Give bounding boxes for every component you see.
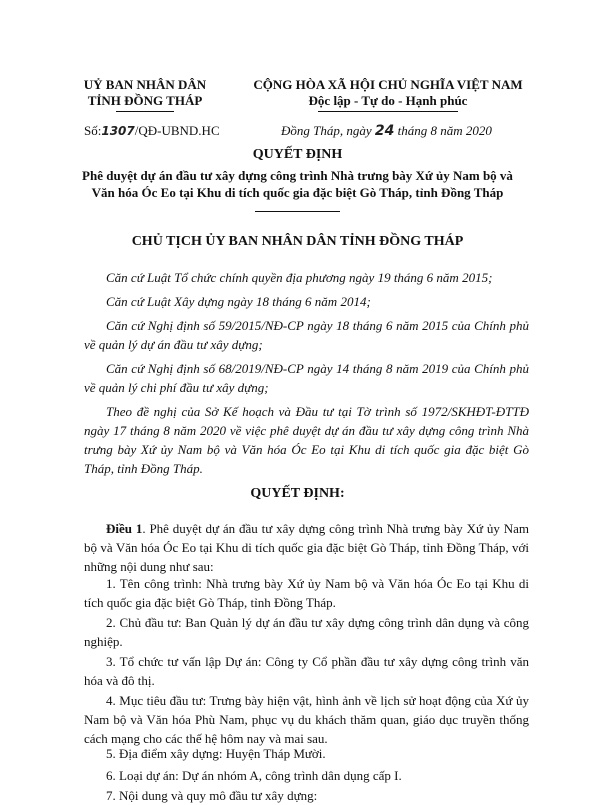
item-3: 3. Tổ chức tư vấn lập Dự án: Công ty Cổ phần đầu tư xây dựng công trình văn hóa và đô thị. (84, 654, 529, 688)
issue-date (281, 123, 492, 139)
item-7: 7. Nội dung và quy mô đầu tư xây dựng: (106, 788, 318, 803)
item-4: 4. Mục tiêu đầu tư: Trưng bày hiện vật, hình ảnh về lịch sử hoạt động của Xứ ủy Nam bộ và Văn hóa Phù Nam, phục vụ du khách thăm quan, giáo dục truyền thống cách mạng cho các thế hệ hôm nay và mai sau. (84, 693, 529, 746)
document-title: QUYẾT ĐỊNH (252, 147, 343, 162)
motto-underline (318, 111, 458, 112)
country-name: CỘNG HÒA XÃ HỘI CHỦ NGHĨA VIỆT NAM (253, 77, 523, 92)
agency-line2: TỈNH ĐỒNG THÁP (87, 93, 203, 108)
article-1-text: . Phê duyệt dự án đầu tư xây dựng công trình Nhà trưng bày Xứ ủy Nam bộ và Văn hóa Óc Eo tại Khu di tích quốc gia đặc biệt Gò Tháp, tỉnh Đồng Tháp, với những nội dung như sau: (84, 521, 530, 574)
document-subtitle-line2: Văn hóa Óc Eo tại Khu di tích quốc gia đặc biệt Gò Tháp, tỉnh Đồng Tháp (91, 185, 504, 200)
motto: Độc lập - Tự do - Hạnh phúc (308, 93, 468, 108)
handwritten-day: 24 (374, 123, 395, 139)
number-prefix: Số: (84, 123, 102, 138)
proposal-basis: Theo đề nghị của Sở Kế hoạch và Đầu tư tại Tờ trình số 1972/SKHĐT-ĐTTĐ ngày 17 tháng 8 năm 2020 về việc phê duyệt dự án đầu tư xây dựng công trình Nhà trưng bày Xứ ủy Nam bộ và Văn hóa Óc Eo tại Khu di tích quốc gia đặc biệt Gò Tháp, tỉnh Đồng Tháp. (84, 404, 529, 476)
article-1-label: Điều 1 (106, 521, 143, 536)
issuing-authority: CHỦ TỊCH ỦY BAN NHÂN DÂN TỈNH ĐỒNG THÁP (131, 234, 464, 249)
document-subtitle-line1: Phê duyệt dự án đầu tư xây dựng công trình Nhà trưng bày Xứ ủy Nam bộ và (82, 168, 513, 183)
legal-basis-3: Căn cứ Nghị định số 59/2015/NĐ-CP ngày 18 tháng 6 năm 2015 của Chính phủ về quản lý dự án đầu tư xây dựng; (84, 318, 529, 352)
handwritten-number: 1307 (101, 124, 135, 138)
decision-heading: QUYẾT ĐỊNH: (250, 486, 345, 501)
item-6: 6. Loại dự án: Dự án nhóm A, công trình dân dụng cấp I. (106, 768, 402, 783)
article-1 (84, 519, 529, 576)
subtitle-underline (255, 211, 340, 212)
legal-basis-2: Căn cứ Luật Xây dựng ngày 18 tháng 6 năm 2014; (106, 294, 371, 309)
agency-line1: UỶ BAN NHÂN DÂN (83, 77, 207, 92)
document-number (84, 123, 220, 139)
number-suffix: /QĐ-UBND.HC (134, 123, 220, 138)
legal-basis-4: Căn cứ Nghị định số 68/2019/NĐ-CP ngày 14 tháng 8 năm 2019 của Chính phủ về quản lý chi phí đầu tư xây dựng; (84, 361, 529, 395)
item-1: 1. Tên công trình: Nhà trưng bày Xứ ủy Nam bộ và Văn hóa Óc Eo tại Khu di tích quốc gia đặc biệt Gò Tháp, tỉnh Đồng Tháp. (84, 576, 529, 610)
date-suffix: tháng 8 năm 2020 (397, 123, 492, 138)
item-5: 5. Địa điểm xây dựng: Huyện Tháp Mười. (106, 746, 326, 761)
date-prefix: Đồng Tháp, ngày (281, 123, 372, 138)
item-2: 2. Chủ đầu tư: Ban Quản lý dự án đầu tư xây dựng công trình dân dụng và công nghiệp. (84, 615, 529, 649)
legal-basis-1: Căn cứ Luật Tổ chức chính quyền địa phương ngày 19 tháng 6 năm 2015; (106, 270, 493, 285)
agency-underline (116, 111, 174, 112)
